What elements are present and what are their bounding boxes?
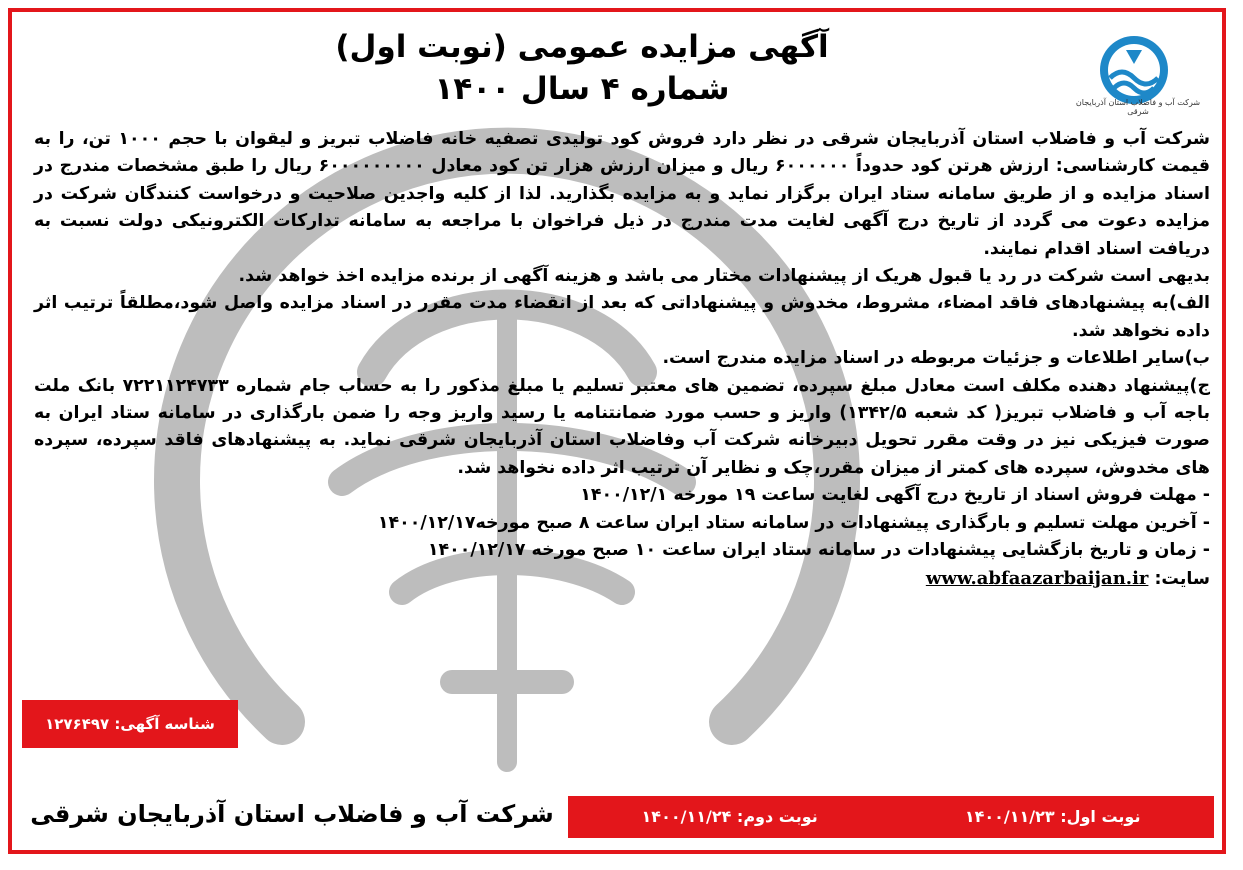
title-line-1: آگهی مزایده عمومی (نوبت اول) [335,29,829,65]
site-link[interactable]: www.abfaazarbaijan.ir [925,567,1149,589]
deadline-submission: - آخرین مهلت تسلیم و بارگذاری پیشنهادات در سامانه ستاد ایران ساعت ۸ صبح مورخه۱۴۰۰/۱۲/۱۷ [377,512,1210,533]
notice-frame [8,8,1226,854]
notice-body [34,126,1210,593]
title-line-2: شماره ۴ سال ۱۴۰۰ [434,71,730,107]
site-label: سایت: [1154,568,1210,589]
site-line [34,565,1210,593]
publication-dates-bar [568,796,1214,838]
paragraph-clause-a: الف)به پیشنهادهای فاقد امضاء، مشروط، مخدوش و پیشنهاداتی که بعد از انقضاء مدت مقرر در اسناد مزایده واصل شود،مطلقاً ترتیب اثر داده نخواهد شد. [34,293,1210,341]
deadline-opening: - زمان و تاریخ بازگشایی پیشنهادات در سامانه ستاد ایران ساعت ۱۰ صبح مورخه ۱۴۰۰/۱۲/۱۷ [427,540,1210,561]
first-run-date: نوبت اول: ۱۴۰۰/۱۱/۲۳ [964,807,1141,826]
paragraph-discretion: بدیهی است شرکت در رد یا قبول هریک از پیشنهادات مختار می باشد و هزینه آگهی از برنده مزایده اخذ خواهد شد. [238,266,1210,287]
deadline-document-sale: - مهلت فروش اسناد از تاریخ درج آگهی لغایت ساعت ۱۹ مورخه ۱۴۰۰/۱۲/۱ [580,485,1210,506]
footer-company-name: شرکت آب و فاضلاب استان آذربایجان شرقی [30,800,554,828]
notice-title [272,26,892,110]
logo-caption: شرکت آب و فاضلاب استان آذربایجان شرقی [1075,98,1201,116]
paragraph-clause-b: ب)سایر اطلاعات و جزئیات مربوطه در اسناد مزایده مندرج است. [662,348,1210,369]
ad-id-badge: شناسه آگهی: ۱۲۷۶۴۹۷ [22,700,238,748]
paragraph-intro: شرکت آب و فاضلاب استان آذربایجان شرقی در نظر دارد فروش کود تولیدی تصفیه خانه فاضلاب تبریز و لیقوان با حجم ۱۰۰۰ تن، را به قیمت کارشناسی: ارزش هرتن کود حدوداً ۶۰۰۰۰۰۰ ریال و میزان ارزش هزار تن کود معادل ۶۰۰۰۰۰۰۰۰۰ ریال را طبق مشخصات مندرج در اسناد مزایده و از طریق سامانه ستاد ایران برگزار نماید و به مزایده بگذارید. لذا از کلیه واجدین صلاحیت و درخواست کنندگان شرکت در مزایده دعوت می گردد از تاریخ درج آگهی لغایت مدت مندرج در ذیل فراخوان با مراجعه به سامانه تدارکات الکترونیکی دولت نسبت به دریافت اسناد اقدام نمایند. [34,129,1211,259]
second-run-date: نوبت دوم: ۱۴۰۰/۱۱/۲۴ [641,807,818,826]
paragraph-clause-c: ج)پیشنهاد دهنده مکلف است معادل مبلغ سپرده، تضمین های معتبر تسلیم یا مبلغ مذکور را به حساب جام شماره ۷۲۲۱۱۲۴۷۳۳ بانک ملت باجه آب و فاضلاب تبریز( کد شعبه ۱۳۴۲/۵) واریز و حسب مورد ضمانتنامه یا رسید واریز وجه را ضمن بارگذاری در سامانه ستاد ایران به صورت فیزیکی نیز در وقت مقرر تحویل دبیرخانه شرکت آب وفاضلاب استان آذربایجان شرقی نماید. به پیشنهادهای فاقد سپرده، سپرده های مخدوش، سپرده های کمتر از میزان مقرر،چک و نظایر آن ترتیب اثر داده نخواهد شد. [34,375,1211,478]
